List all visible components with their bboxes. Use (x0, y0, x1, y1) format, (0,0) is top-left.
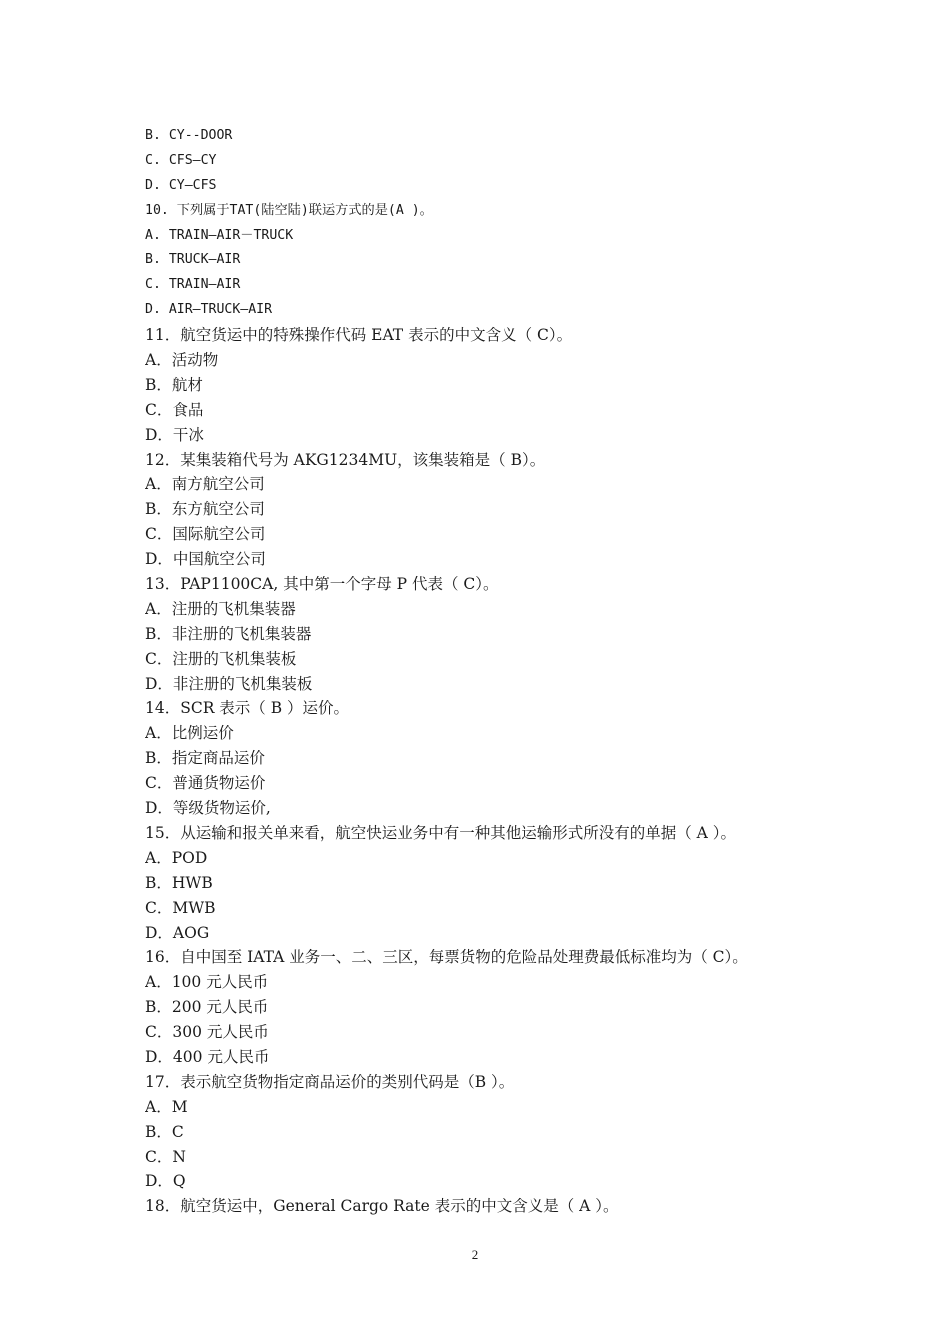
text-line: D．干冰 (145, 425, 204, 444)
text-line: C. TRAIN—AIR (145, 277, 241, 293)
page-number: 2 (471, 1247, 479, 1262)
text-line: B．C (145, 1122, 184, 1141)
text-line: C．国际航空公司 (145, 525, 266, 544)
text-line: C．注册的飞机集装板 (145, 649, 297, 668)
text-line: D. CY—CFS (145, 177, 217, 193)
text-line: C．N (145, 1147, 186, 1166)
text-line: B. CY--DOOR (145, 128, 233, 143)
text-line: 10. 下列属于TAT(陆空陆)联运方式的是(A )。 (145, 202, 433, 218)
text-line: C．300 元人民币 (145, 1023, 269, 1042)
text-line: B．指定商品运价 (145, 749, 265, 768)
text-line: 17．表示航空货物指定商品运价的类别代码是（B ）。 (145, 1072, 515, 1091)
text-line: 11．航空货运中的特殊操作代码 EAT 表示的中文含义（ C）。 (145, 326, 573, 345)
question-list (145, 124, 845, 1219)
text-line: D．400 元人民币 (145, 1047, 270, 1066)
text-line: B．200 元人民币 (145, 998, 269, 1017)
text-line: D．Q (145, 1172, 186, 1191)
text-line: A．南方航空公司 (145, 475, 265, 494)
text-line: 12．某集装箱代号为 AKG1234MU，该集装箱是（ B）。 (145, 450, 546, 469)
text-line: B. TRUCK—AIR (145, 252, 241, 268)
text-line: 15．从运输和报关单来看，航空快运业务中有一种其他运输形式所没有的单据（ A ）。 (145, 823, 737, 842)
text-line: A．M (145, 1097, 188, 1116)
text-line: A. TRAIN—AIR－TRUCK (145, 227, 294, 243)
text-line: C．食品 (145, 400, 204, 419)
text-line: B．航材 (145, 375, 203, 394)
text-line: 14．SCR 表示（ B ）运价。 (145, 699, 350, 718)
text-line: C．普通货物运价 (145, 774, 266, 793)
text-line: A．注册的飞机集装器 (145, 599, 296, 618)
text-line: 13．PAP1100CA, 其中第一个字母 P 代表（ C）。 (145, 575, 499, 594)
text-line: D．等级货物运价, (145, 799, 271, 818)
text-line: C．MWB (145, 898, 216, 917)
text-line: B．HWB (145, 873, 213, 892)
text-line: B．非注册的飞机集装器 (145, 624, 312, 643)
text-line: 16．自中国至 IATA 业务一、二、三区，每票货物的危险品处理费最低标准均为（ C）。 (145, 948, 748, 967)
text-line: C. CFS—CY (145, 152, 217, 168)
text-line: A．活动物 (145, 351, 219, 370)
text-line: A．POD (145, 848, 208, 867)
text-line: D．中国航空公司 (145, 550, 266, 569)
text-line: A．比例运价 (145, 724, 234, 743)
text-line: 18．航空货运中，General Cargo Rate 表示的中文含义是（ A ）。 (145, 1197, 619, 1216)
text-line: D．非注册的飞机集装板 (145, 674, 313, 693)
text-line: D．AOG (145, 923, 210, 942)
text-line: A．100 元人民币 (145, 973, 269, 992)
text-line: D. AIR—TRUCK—AIR (145, 302, 273, 318)
text-line: B．东方航空公司 (145, 500, 265, 519)
